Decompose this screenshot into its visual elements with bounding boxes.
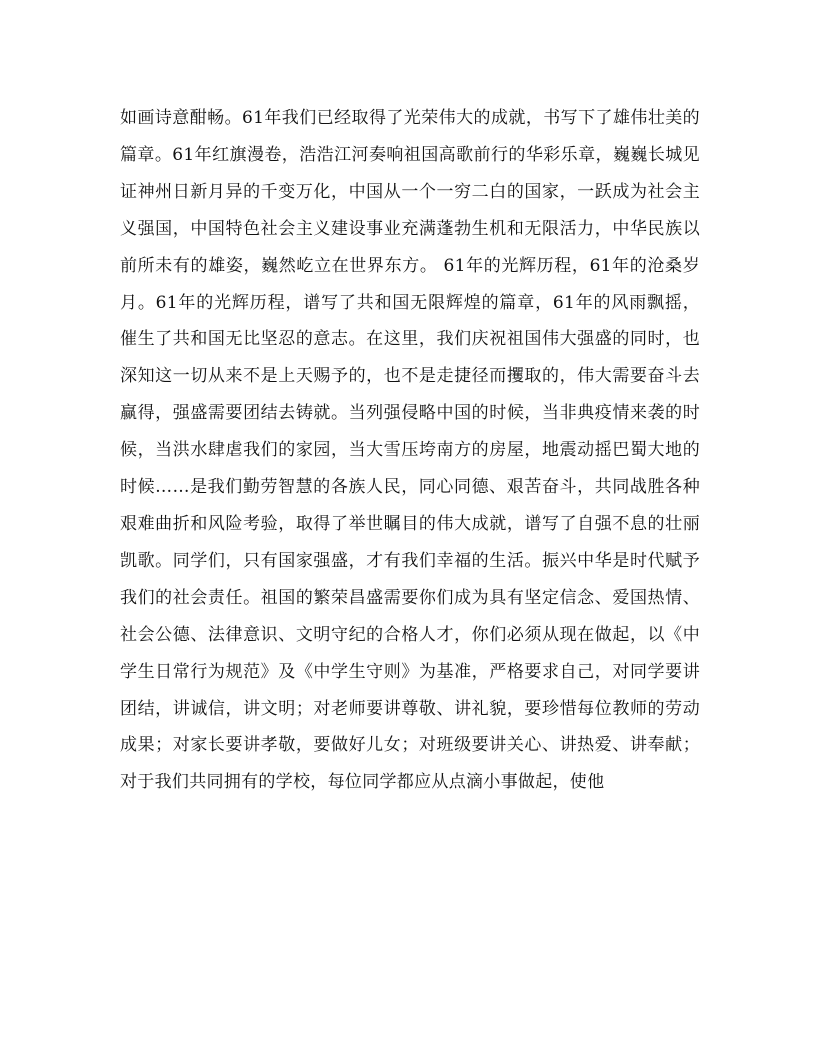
body-paragraph: 如画诗意酣畅。61年我们已经取得了光荣伟大的成就，书写下了雄伟壮美的篇章。61年红旗漫卷，浩浩江河奏响祖国高歌前行的华彩乐章，巍巍长城见证神州日新月异的千变万化，中国从一个一穷二白的国家，一跃成为社会主义强国，中国特色社会主义建设事业充满蓬勃生机和无限活力，中华民族以前所未有的雄姿，巍然屹立在世界东方。 61年的光辉历程，61年的沧桑岁月。61年的光辉历程，谱写了共和国无限辉煌的篇章，61年的风雨飘摇，催生了共和国无比坚忍的意志。在这里，我们庆祝祖国伟大强盛的同时，也深知这一切从来不是上天赐予的，也不是走捷径而攫取的，伟大需要奋斗去赢得，强盛需要团结去铸就。当列强侵略中国的时候，当非典疫情来袭的时候，当洪水肆虐我们的家园，当大雪压垮南方的房屋，地震动摇巴蜀大地的时候……是我们勤劳智慧的各族人民，同心同德、艰苦奋斗，共同战胜各种艰难曲折和风险考验，取得了举世瞩目的伟大成就，谱写了自强不息的壮丽凯歌。同学们，只有国家强盛，才有我们幸福的生活。振兴中华是时代赋予我们的社会责任。祖国的繁荣昌盛需要你们成为具有坚定信念、爱国热情、社会公德、法律意识、文明守纪的合格人才，你们必须从现在做起，以《中学生日常行为规范》及《中学生守则》为基准，严格要求自己，对同学要讲团结，讲诚信，讲文明；对老师要讲尊敬、讲礼貌，要珍惜每位教师的劳动成果；对家长要讲孝敬，要做好儿女；对班级要讲关心、讲热爱、讲奉献；对于我们共同拥有的学校，每位同学都应从点滴小事做起，使他 <box>120 108 700 793</box>
